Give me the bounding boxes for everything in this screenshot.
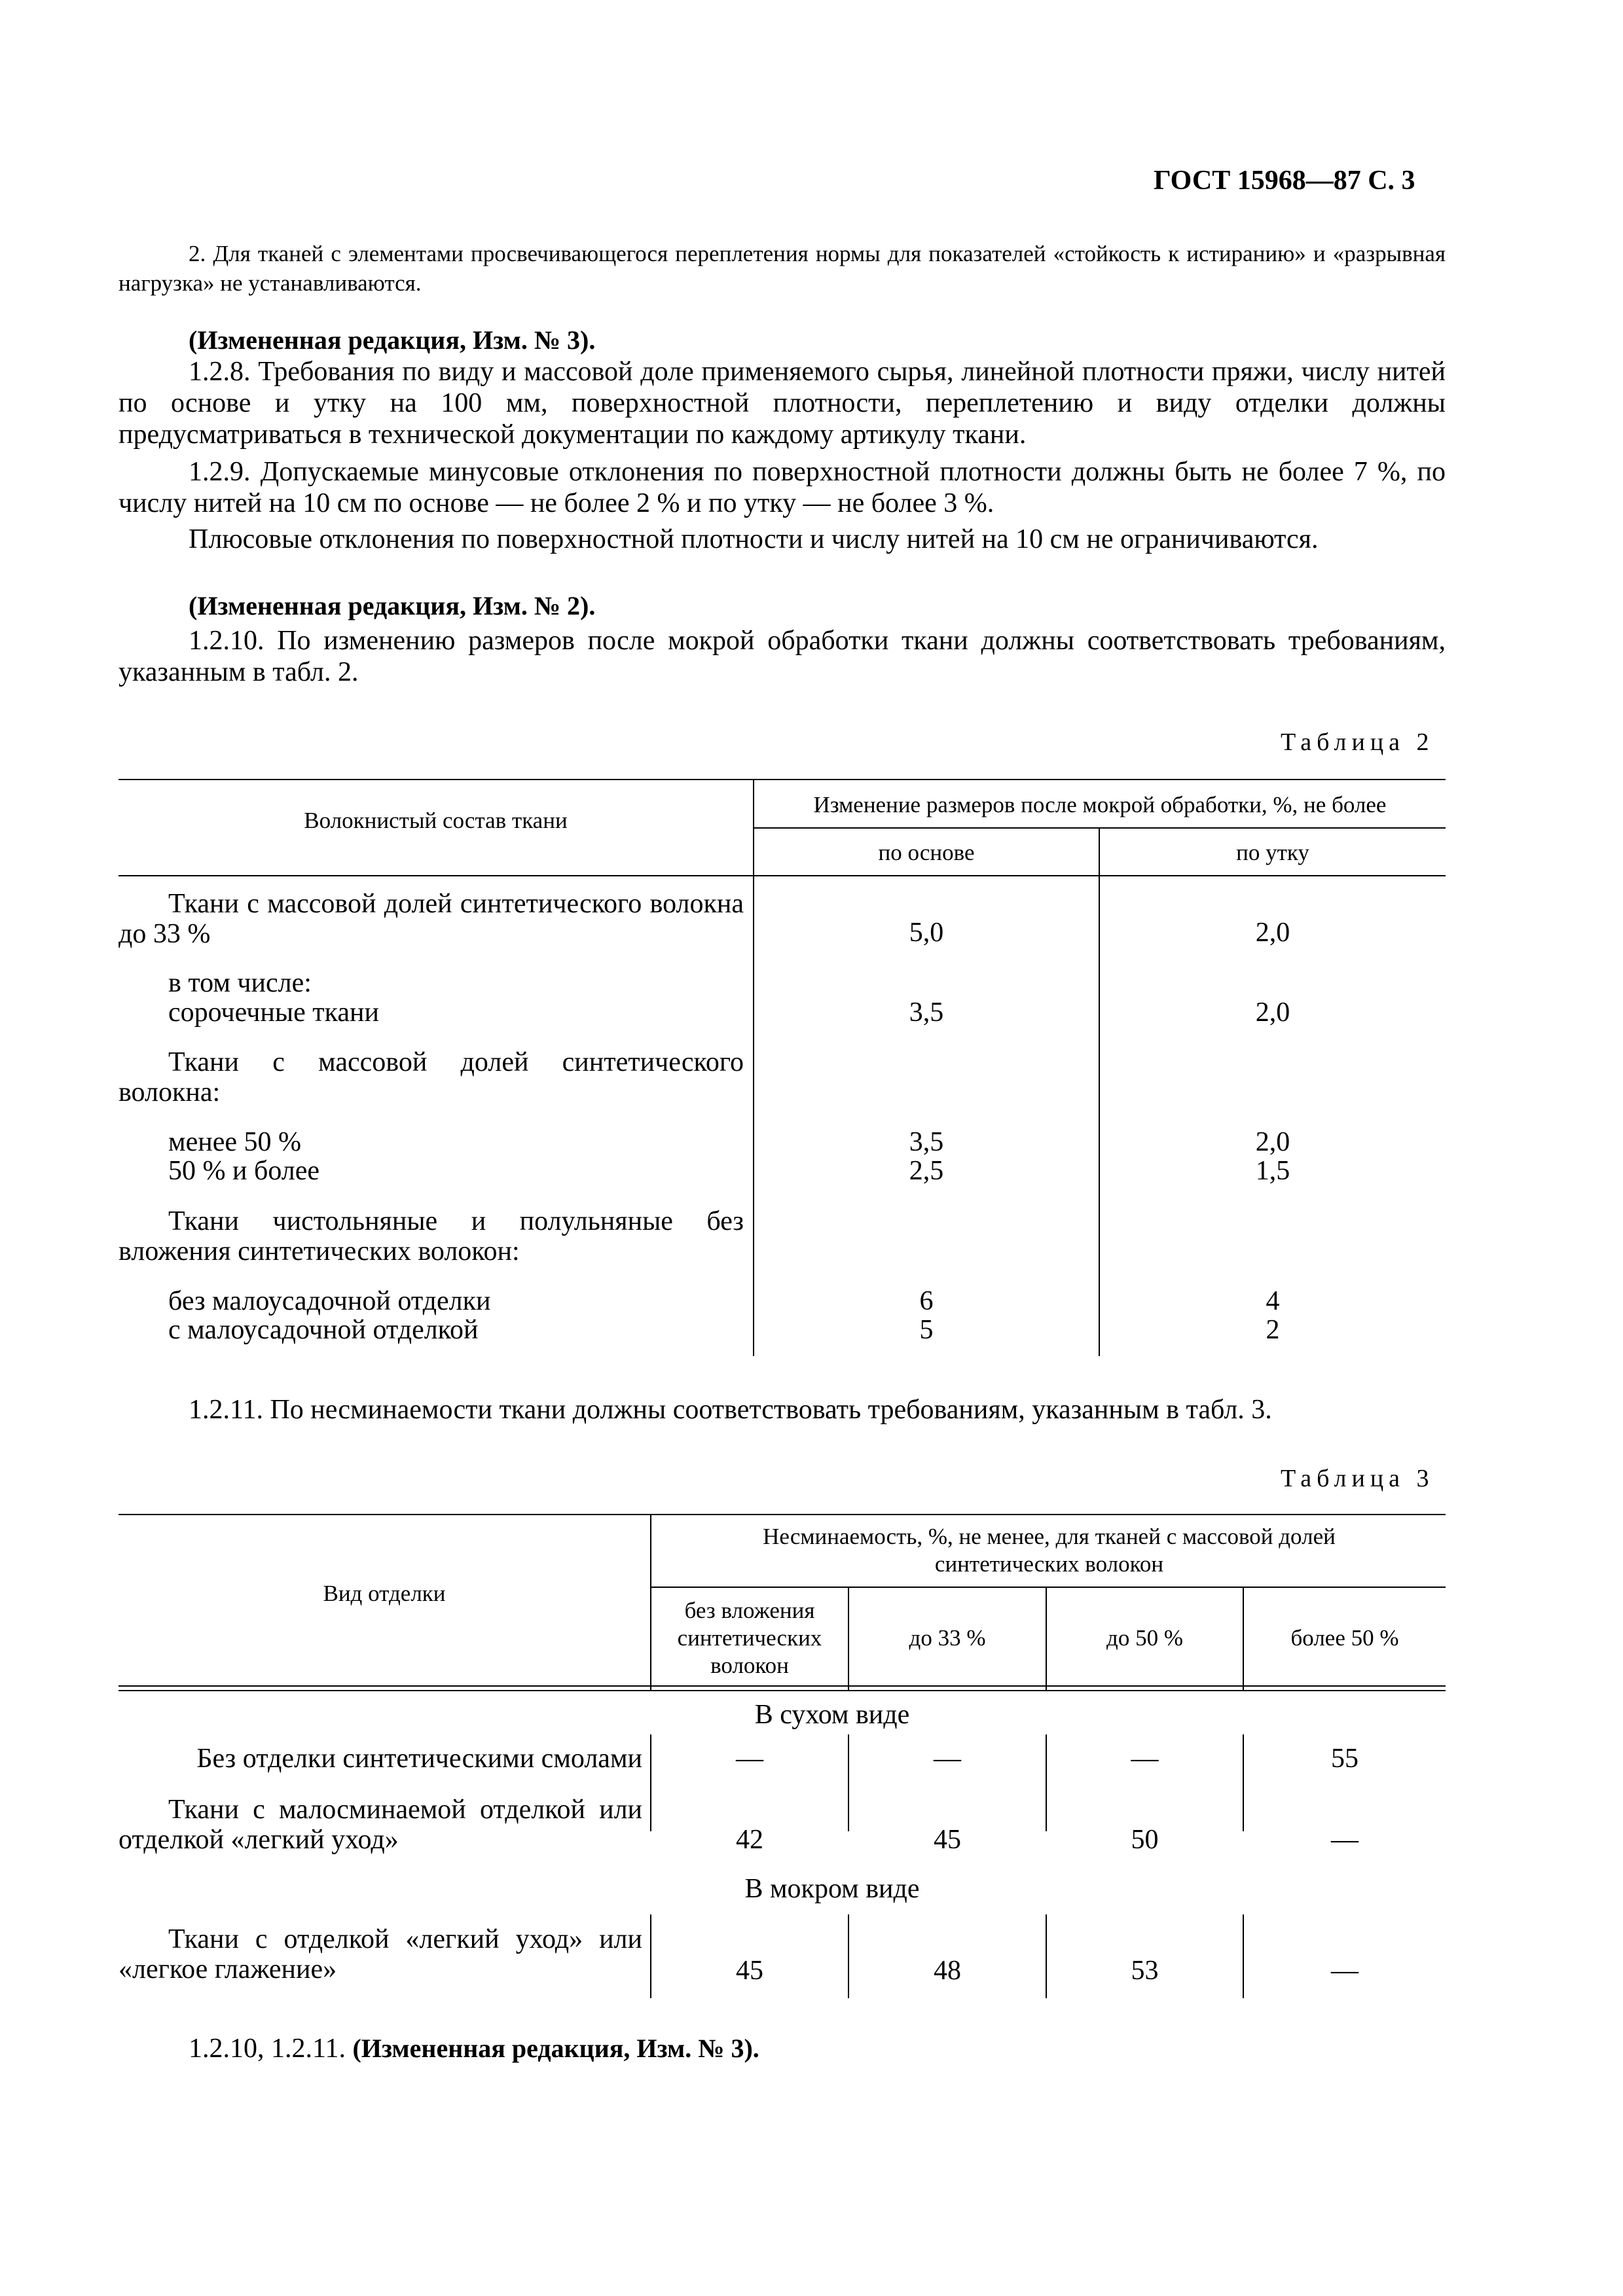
table-header: до 50 %: [1106, 1625, 1183, 1651]
table-cell: —: [934, 1744, 961, 1774]
table-cell: 50: [1131, 1825, 1159, 1855]
table-cell: 55: [1331, 1744, 1359, 1774]
table-header: без вложения синтетических волокон: [677, 1598, 822, 1678]
table-cell: 42: [736, 1825, 763, 1855]
table-row-label: сорочечные ткани: [168, 997, 379, 1028]
footer-amend-text: (Измененная редакция, Изм. № 3).: [352, 2034, 759, 2063]
table-row-label: 50 % и более: [168, 1156, 320, 1186]
paragraph-plus-deviations: Плюсовые отклонения по поверхностной плотности и числу нитей на 10 см не ограничиваются.: [189, 524, 1319, 554]
amendment-note: (Измененная редакция, Изм. № 3).: [189, 325, 596, 355]
table-header: Изменение размеров после мокрой обработки, %, не более: [813, 792, 1387, 817]
table-cell: —: [736, 1744, 763, 1774]
table-row-label: Ткани чистольняные и полульняные без вложения синтетических волокон:: [119, 1206, 744, 1266]
table-row-label: Ткани с массовой долей синтетического волокна до 33 %: [119, 889, 744, 949]
table-header: до 33 %: [909, 1625, 986, 1651]
table-cell: 2,0: [1255, 1127, 1290, 1157]
table-rule: [119, 875, 1446, 876]
table-3-label: Таблица 3: [1281, 1465, 1434, 1492]
table-row-label: с малоусадочной отделкой: [168, 1315, 479, 1345]
footer-amendment: [189, 2033, 1432, 2064]
table-header: Несминаемость, %, не менее, для тканей с массовой долей синтетических волокон: [763, 1524, 1336, 1577]
paragraph-1-2-9: 1.2.9. Допускаемые минусовые отклонения по поверхностной плотности должны быть не более 7 %, по числу нитей на 10 см по основе — не более 2 % и по утку — не более 3 %.: [119, 457, 1446, 518]
table-header: по основе: [878, 840, 975, 865]
table-rule: [754, 827, 1446, 829]
table-row-label: в том числе:: [168, 968, 312, 998]
table-cell: —: [1331, 1825, 1359, 1855]
table-row-label: Ткани с малосминаемой отделкой или отделкой «легкий уход»: [119, 1795, 642, 1855]
table-cell: 53: [1131, 1956, 1159, 1986]
table-2-label: Таблица 2: [1281, 728, 1434, 756]
table-subheader-text: В сухом виде: [754, 1700, 910, 1730]
table-rule: [119, 1514, 1446, 1515]
table-cell: 2,5: [909, 1156, 944, 1186]
paragraph-1-2-11: 1.2.11. По несминаемости ткани должны соответствовать требованиям, указанным в табл. 3.: [189, 1395, 1272, 1425]
table-cell: 1,5: [1255, 1156, 1290, 1186]
table-cell: 2: [1266, 1315, 1280, 1345]
table-cell: —: [1331, 1956, 1359, 1986]
table-cell: 48: [934, 1956, 961, 1986]
table-subheader-text: В мокром виде: [744, 1874, 920, 1904]
table-rule: [119, 1690, 1446, 1691]
page-header: ГОСТ 15968—87 С. 3: [1154, 166, 1415, 196]
table-rule: [119, 1685, 1446, 1687]
table-cell: 3,5: [909, 997, 944, 1028]
table-rule: [1099, 827, 1100, 1356]
table-row-label: без малоусадочной отделки: [168, 1286, 491, 1316]
table-cell: 5: [919, 1315, 934, 1345]
table-header: более 50 %: [1290, 1625, 1399, 1651]
table-row-label: Ткани с отделкой «легкий уход» или «легкое глажение»: [119, 1924, 642, 1984]
table-cell: 6: [919, 1286, 934, 1316]
table-cell: 2,0: [1255, 918, 1290, 948]
table-cell: 5,0: [909, 918, 944, 948]
paragraph-1-2-8: 1.2.8. Требования по виду и массовой доле применяемого сырья, линейной плотности пряжи, числу нитей по основе и утку на 100 мм, поверхностной плотности, переплетению и виду отделки должны предусматриваться в технической документации по каждому артикулу ткани.: [119, 357, 1446, 450]
table-header: Вид отделки: [323, 1581, 446, 1606]
amendment-note: (Измененная редакция, Изм. № 2).: [189, 591, 596, 620]
note-2: 2. Для тканей с элементами просвечивающегося переплетения нормы для показателей «стойкость к истиранию» и «разрывная нагрузка» не устанавливаются.: [119, 241, 1446, 296]
paragraph-1-2-10: 1.2.10. По изменению размеров после мокрой обработки ткани должны соответствовать требованиям, указанным в табл. 2.: [119, 626, 1446, 687]
table-rule: [650, 1514, 651, 1691]
table-rule: [119, 779, 1446, 780]
table-cell: —: [1131, 1744, 1159, 1774]
table-row-label: менее 50 %: [168, 1127, 301, 1157]
table-cell: 45: [736, 1956, 763, 1986]
table-cell: 45: [934, 1825, 961, 1855]
table-cell: 3,5: [909, 1127, 944, 1157]
table-row-label: Ткани с массовой долей синтетического волокна:: [119, 1047, 744, 1107]
table-cell: 4: [1266, 1286, 1280, 1316]
table-header: Волокнистый состав ткани: [304, 808, 568, 833]
table-cell: 2,0: [1255, 997, 1290, 1028]
table-rule: [651, 1587, 1446, 1588]
table-header: по утку: [1236, 840, 1309, 865]
footer-ref: 1.2.10, 1.2.11.: [189, 2034, 346, 2064]
table-row-label: Без отделки синтетическими смолами: [196, 1744, 642, 1774]
